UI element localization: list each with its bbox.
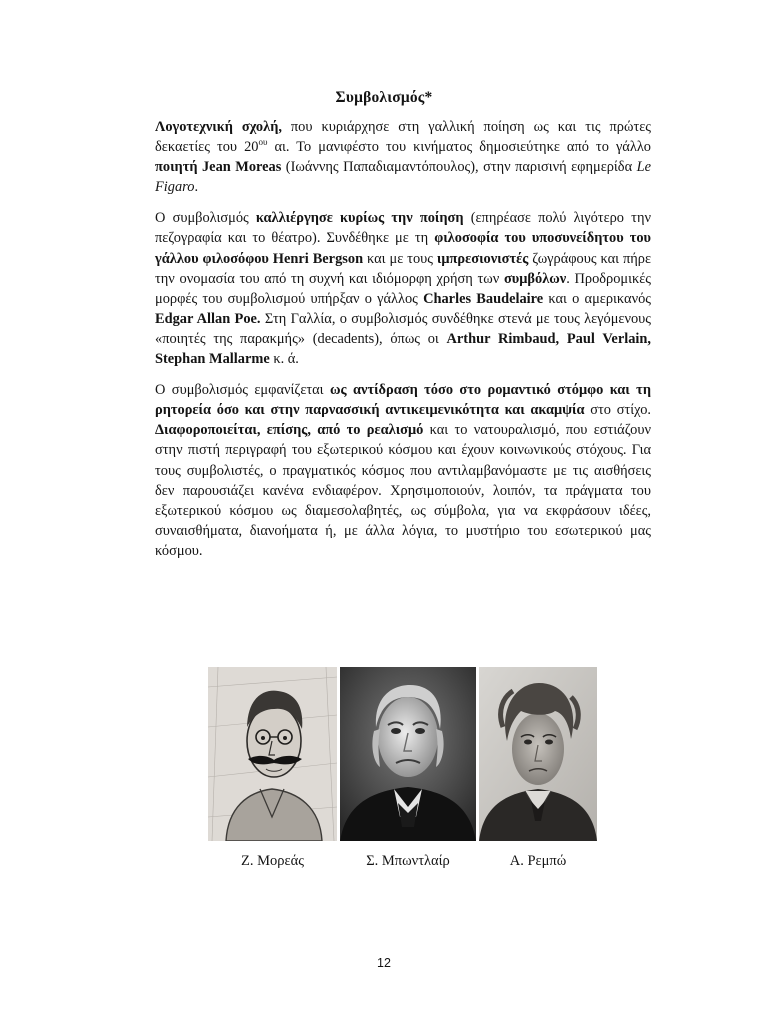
moreas-portrait [208, 667, 337, 841]
text-run: . Προδρομικές μορφές του συμβολισμού υπήρξαν ο γάλλος [155, 270, 652, 307]
bold-text: ιμπρεσιονιστές [436, 250, 529, 267]
page-number: 12 [377, 956, 391, 970]
bold-text: ποιητή Jean Moreas [155, 159, 282, 176]
text-run: που κυριάρχησε στη γαλλική ποίηση ως και τις πρώτες δεκαετίες του 20 [155, 119, 651, 156]
text-run: Ο συμβολισμός εμφανίζεται [155, 382, 330, 399]
bold-text: συμβόλων [503, 270, 567, 287]
text-run: ζωγράφους και πήρε την ονομασία του από τη συχνή και ιδιόμορφη χρήση των [155, 250, 651, 287]
caption-moreas: Ζ. Μορεάς [241, 853, 304, 869]
bold-text: φιλοσοφία του υποσυνείδητου του γάλλου φιλοσόφου Henri Bergson [155, 230, 652, 267]
paragraph [155, 117, 651, 197]
paragraph [155, 208, 651, 369]
bold-text: Λογοτεχνική σχολή, [155, 119, 282, 135]
text-run: . [194, 179, 199, 196]
text-run: (επηρέασε πολύ λιγότερο την πεζογραφία και το θέατρο). Συνδέθηκε με τη [155, 210, 651, 247]
text-run: κ. ά. [269, 351, 299, 368]
text-run: Στη Γαλλία, ο συμβολισμός συνδέθηκε στενά με τους λεγόμενους «ποιητές της παρακμής» (decadents), όπως οι [155, 310, 651, 347]
text-run: στο στίχο. [584, 402, 651, 419]
body-text [155, 117, 651, 572]
caption-baudelaire: Σ. Μπωντλαίρ [366, 853, 450, 869]
bold-text: ως αντίδραση τόσο στο ρομαντικό στόμφο και τη ρητορεία όσο και στην παρνασσική αντικειμενικότητα και ακαμψία [155, 382, 651, 419]
caption-rimbaud: Α. Ρεμπώ [509, 853, 567, 869]
bold-text: Διαφοροποιείται, επίσης, από το ρεαλισμό [155, 422, 424, 439]
baudelaire-portrait [340, 667, 476, 841]
text-run: και με τους [363, 250, 437, 267]
text-run: (Ιωάννης Παπαδιαμαντόπουλος), στην παρισινή εφημερίδα [281, 159, 637, 176]
paragraph [155, 380, 651, 561]
text-run: αι. Το μανιφέστο του κινήματος δημοσιεύτηκε από το γάλλο [267, 139, 651, 156]
italic-text: Le Figaro [155, 159, 651, 196]
superscript-text: ου [258, 137, 268, 148]
rimbaud-portrait [479, 667, 597, 841]
bold-text: Arthur Rimbaud, Paul Verlain, Stephan Mallarme [155, 330, 651, 368]
bold-text: Charles Baudelaire [423, 290, 544, 307]
text-run: και το νατουραλισμό, που εστιάζουν στην πιστή περιγραφή του εξωτερικού κόσμου και έχουν κοινωνικούς στόχους. Για τους συμβολιστές, ο πραγματικός κόσμος που αντιλαμβανόμαστε με τις αισθήσεις δεν παρουσιάζει κανένα ενδιαφέρον. Χρησιμοποιούν, λοιπόν, τα πράγματα του εξωτερικού κόσμου ως διαμεσολαβητές, ως σύμβολα, για να εκφράσουν ιδέες, συναισθήματα, διανοήματα ή, με άλλα λόγια, το μυστήριο του εσωτερικού μας κόσμου. [155, 422, 651, 559]
page-title: Συμβολισμός* [335, 89, 433, 106]
text-run: Ο συμβολισμός [155, 210, 256, 227]
bold-text: Edgar Allan Poe. [155, 310, 261, 327]
bold-text: καλλιέργησε κυρίως την ποίηση [255, 210, 464, 227]
text-run: και ο αμερικανός [543, 290, 651, 307]
